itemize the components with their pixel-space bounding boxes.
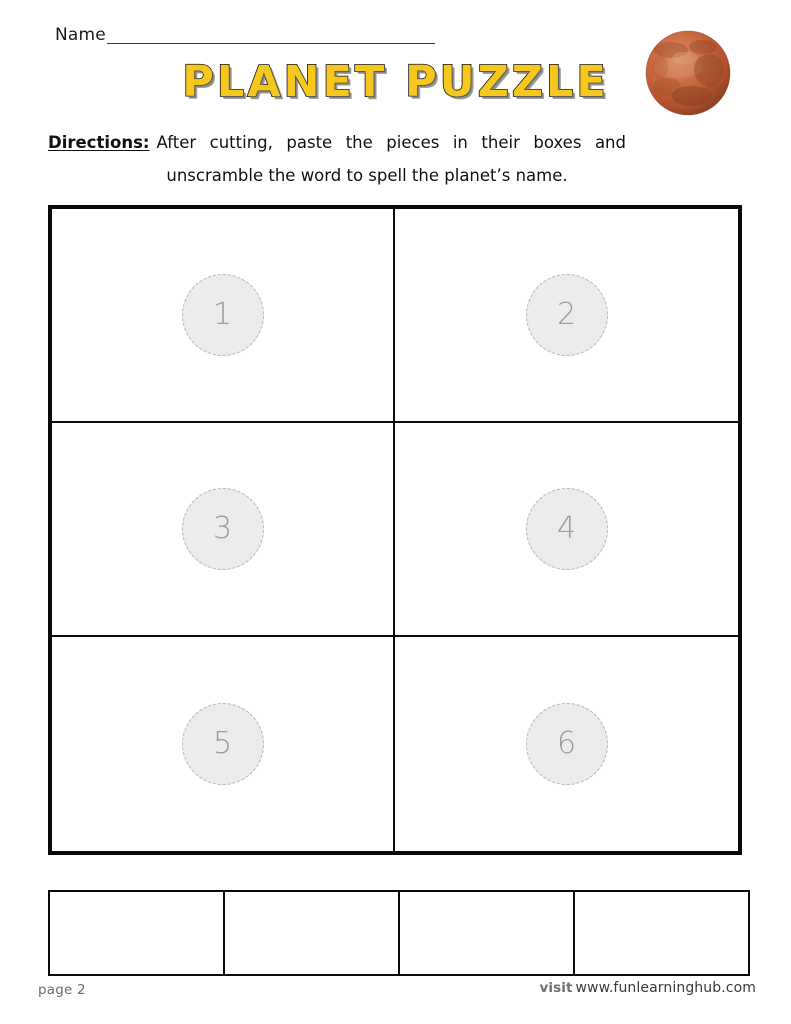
piece-number: 1 <box>212 297 233 332</box>
piece-placeholder-5[interactable] <box>182 703 264 785</box>
directions-text-line-1: After cutting, paste the pieces in their boxes and <box>156 133 626 152</box>
directions-block <box>48 126 638 192</box>
name-field[interactable] <box>55 27 435 45</box>
piece-placeholder-1[interactable] <box>182 274 264 356</box>
name-label: Name <box>55 25 106 45</box>
name-write-line[interactable] <box>107 43 435 44</box>
piece-placeholder-6[interactable] <box>526 703 608 785</box>
answer-box-2[interactable] <box>225 892 400 974</box>
answer-box-1[interactable] <box>50 892 225 974</box>
answer-box-3[interactable] <box>400 892 575 974</box>
footer-visit-label: visit <box>539 980 573 996</box>
puzzle-cell-5[interactable] <box>52 637 395 851</box>
footer-site-url: www.funlearninghub.com <box>575 980 756 996</box>
directions-line-1 <box>48 126 626 159</box>
footer-website <box>539 980 756 996</box>
piece-number: 6 <box>556 726 577 761</box>
puzzle-cell-6[interactable] <box>395 637 738 851</box>
piece-placeholder-2[interactable] <box>526 274 608 356</box>
puzzle-cell-1[interactable] <box>52 209 395 423</box>
puzzle-cell-2[interactable] <box>395 209 738 423</box>
answer-box-4[interactable] <box>575 892 748 974</box>
piece-placeholder-3[interactable] <box>182 488 264 570</box>
piece-placeholder-4[interactable] <box>526 488 608 570</box>
piece-number: 5 <box>212 726 233 761</box>
directions-label: Directions: <box>48 133 150 152</box>
puzzle-grid <box>48 205 742 855</box>
puzzle-cell-3[interactable] <box>52 423 395 637</box>
planet-mars-icon <box>645 30 731 116</box>
page-number-label: page 2 <box>38 982 86 998</box>
directions-text-line-2: unscramble the word to spell the planet’s name. <box>166 166 568 185</box>
piece-number: 4 <box>556 511 577 546</box>
puzzle-cell-4[interactable] <box>395 423 738 637</box>
piece-number: 2 <box>556 297 577 332</box>
page-title: PLANET PUZZLE <box>182 57 609 107</box>
answer-row <box>48 890 750 976</box>
piece-number: 3 <box>212 511 233 546</box>
